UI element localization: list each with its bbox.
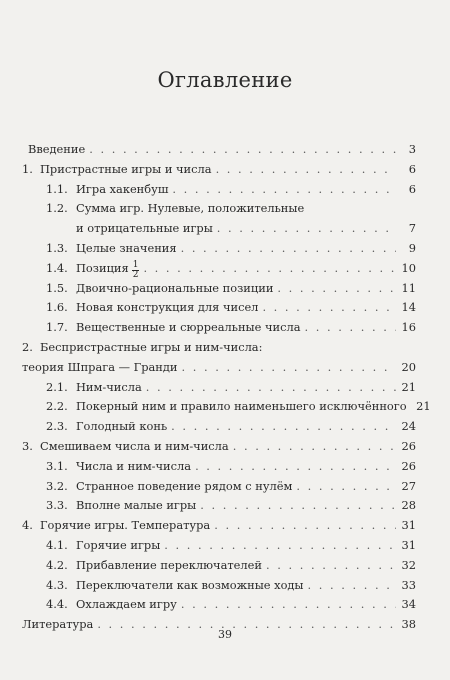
dot-leader xyxy=(195,457,396,477)
toc-entry-number: 1.3. xyxy=(46,240,68,255)
toc-entry-number: 1.1. xyxy=(46,181,68,196)
dot-leader xyxy=(308,576,396,596)
table-of-contents xyxy=(22,140,431,635)
fraction-numerator: 1 xyxy=(132,260,139,271)
toc-entry-title: Вполне малые игры xyxy=(76,498,197,513)
toc-section-2-3 xyxy=(22,417,416,437)
toc-entry-number: 1.6. xyxy=(46,300,68,315)
toc-entry-page: 38 xyxy=(401,617,416,632)
toc-entry-page: 20 xyxy=(401,359,416,374)
toc-entry-title: Ним-числа xyxy=(76,379,142,394)
toc-entry-number: 3.3. xyxy=(46,498,68,513)
toc-section-3-2 xyxy=(22,477,416,497)
toc-entry-number: 2. xyxy=(22,339,33,354)
dot-leader xyxy=(146,378,396,398)
toc-chapter-1 xyxy=(22,160,416,180)
toc-entry-page: 10 xyxy=(401,260,416,275)
toc-entry-title: Двоично-рациональные позиции xyxy=(76,280,274,295)
toc-section-1-4 xyxy=(22,259,416,279)
toc-section-2-2 xyxy=(22,397,431,417)
toc-chapter-2-line1 xyxy=(22,338,416,358)
toc-entry-page: 11 xyxy=(401,280,416,295)
toc-entry-number: 1. xyxy=(22,161,33,176)
toc-entry-title: Целые значения xyxy=(76,240,177,255)
page-number: 39 xyxy=(218,628,232,641)
dot-leader xyxy=(216,160,396,180)
toc-entry-number: 4.2. xyxy=(46,557,68,572)
toc-chapter-4 xyxy=(22,516,416,536)
toc-entry-title: Голодный конь xyxy=(76,419,168,434)
toc-entry-title: Беспристрастные игры и ним-числа: xyxy=(40,339,263,354)
toc-chapter-3 xyxy=(22,437,416,457)
toc-entry-page: 32 xyxy=(401,557,416,572)
toc-entry-page: 28 xyxy=(401,498,416,513)
toc-section-3-3 xyxy=(22,496,416,516)
toc-entry-number: 3. xyxy=(22,438,33,453)
toc-entry-title: Горячие игры xyxy=(76,537,161,552)
dot-leader xyxy=(181,358,396,378)
toc-entry-title: Новая конструкция для чисел xyxy=(76,300,259,315)
toc-entry-number: 2.2. xyxy=(46,399,68,414)
toc-entry-number: 3.1. xyxy=(46,458,68,473)
toc-section-4-2 xyxy=(22,556,416,576)
toc-entry-title: Странное поведение рядом с нулём xyxy=(76,478,293,493)
toc-entry-number: 4. xyxy=(22,518,33,533)
dot-leader xyxy=(233,437,396,457)
toc-entry-title: Горячие игры. Температура xyxy=(40,518,211,533)
toc-entry-page: 9 xyxy=(408,240,416,255)
toc-entry-page: 16 xyxy=(401,320,416,335)
dot-leader xyxy=(171,417,396,437)
dot-leader xyxy=(200,496,396,516)
toc-entry-number: 1.4. xyxy=(46,260,68,275)
toc-entry-title: Смешиваем числа и ним-числа xyxy=(40,438,229,453)
toc-entry-page: 26 xyxy=(401,458,416,473)
dot-leader xyxy=(305,318,397,338)
toc-entry-number: 2.1. xyxy=(46,379,68,394)
toc-chapter-2-line2 xyxy=(22,358,416,378)
dot-leader xyxy=(89,140,396,160)
toc-entry-page: 6 xyxy=(408,161,416,176)
toc-entry-title: Сумма игр. Нулевые, положительные xyxy=(76,201,305,216)
page-title: Оглавление xyxy=(157,68,293,92)
toc-entry-number: 4.3. xyxy=(46,577,68,592)
fraction xyxy=(132,261,140,280)
toc-entry-title-continued: и отрицательные игры xyxy=(76,221,213,236)
toc-entry-title: Переключатели как возможные ходы xyxy=(76,577,304,592)
toc-entry-title: Охлаждаем игру xyxy=(76,597,177,612)
toc-entry-number: 1.7. xyxy=(46,320,68,335)
dot-leader xyxy=(296,477,396,497)
toc-section-1-5 xyxy=(22,279,416,299)
toc-section-1-2-line2 xyxy=(22,219,416,239)
toc-entry-page: 21 xyxy=(416,399,431,414)
toc-entry-number: 3.2. xyxy=(46,478,68,493)
toc-entry-number: 4.1. xyxy=(46,537,68,552)
toc-entry-title-text: Позиция xyxy=(76,260,129,275)
dot-leader xyxy=(262,298,396,318)
toc-entry-title xyxy=(76,259,139,279)
toc-entry-page: 26 xyxy=(401,438,416,453)
toc-entry-title: Игра хакенбуш xyxy=(76,181,169,196)
toc-entry-page: 21 xyxy=(401,379,416,394)
toc-section-1-2-line1 xyxy=(22,199,416,219)
dot-leader xyxy=(217,219,396,239)
toc-entry-title: Пристрастные игры и числа xyxy=(40,161,212,176)
dot-leader xyxy=(143,259,396,279)
dot-leader xyxy=(214,516,396,536)
toc-entry-title: Введение xyxy=(28,142,86,156)
toc-entry-title: Вещественные и сюрреальные числа xyxy=(76,320,301,335)
toc-entry-title-continued: теория Шпрага — Гранди xyxy=(22,359,178,374)
toc-entry-title: Прибавление переключателей xyxy=(76,557,262,572)
dot-leader xyxy=(181,595,396,615)
toc-entry-page: 34 xyxy=(401,597,416,612)
toc-section-4-1 xyxy=(22,536,416,556)
toc-section-4-4 xyxy=(22,595,416,615)
dot-leader xyxy=(172,180,396,200)
toc-section-2-1 xyxy=(22,378,416,398)
toc-entry-page: 3 xyxy=(408,142,416,156)
toc-section-1-7 xyxy=(22,318,416,338)
toc-entry-number: 1.2. xyxy=(46,201,68,216)
toc-entry-number: 2.3. xyxy=(46,419,68,434)
toc-section-1-3 xyxy=(22,239,416,259)
toc-entry-page: 33 xyxy=(401,577,416,592)
dot-leader xyxy=(181,239,396,259)
toc-entry-title: Литература xyxy=(22,617,94,632)
toc-entry-intro xyxy=(22,140,416,160)
toc-entry-page: 14 xyxy=(401,300,416,315)
toc-entry-page: 24 xyxy=(401,419,416,434)
toc-section-4-3 xyxy=(22,576,416,596)
toc-entry-page: 6 xyxy=(408,181,416,196)
dot-leader xyxy=(277,279,396,299)
toc-entry-number: 4.4. xyxy=(46,597,68,612)
toc-section-1-1 xyxy=(22,180,416,200)
toc-entry-title: Покерный ним и правило наименьшего исключённого xyxy=(76,399,407,414)
toc-entry-page: 7 xyxy=(408,221,416,236)
fraction-denominator: 2 xyxy=(132,270,139,281)
dot-leader xyxy=(266,556,396,576)
toc-entry-number: 1.5. xyxy=(46,280,68,295)
toc-entry-page: 31 xyxy=(401,537,416,552)
toc-entry-page: 27 xyxy=(401,478,416,493)
toc-entry-page: 31 xyxy=(401,518,416,533)
toc-section-1-6 xyxy=(22,298,416,318)
dot-leader xyxy=(164,536,396,556)
toc-entry-title: Числа и ним-числа xyxy=(76,458,192,473)
toc-section-3-1 xyxy=(22,457,416,477)
